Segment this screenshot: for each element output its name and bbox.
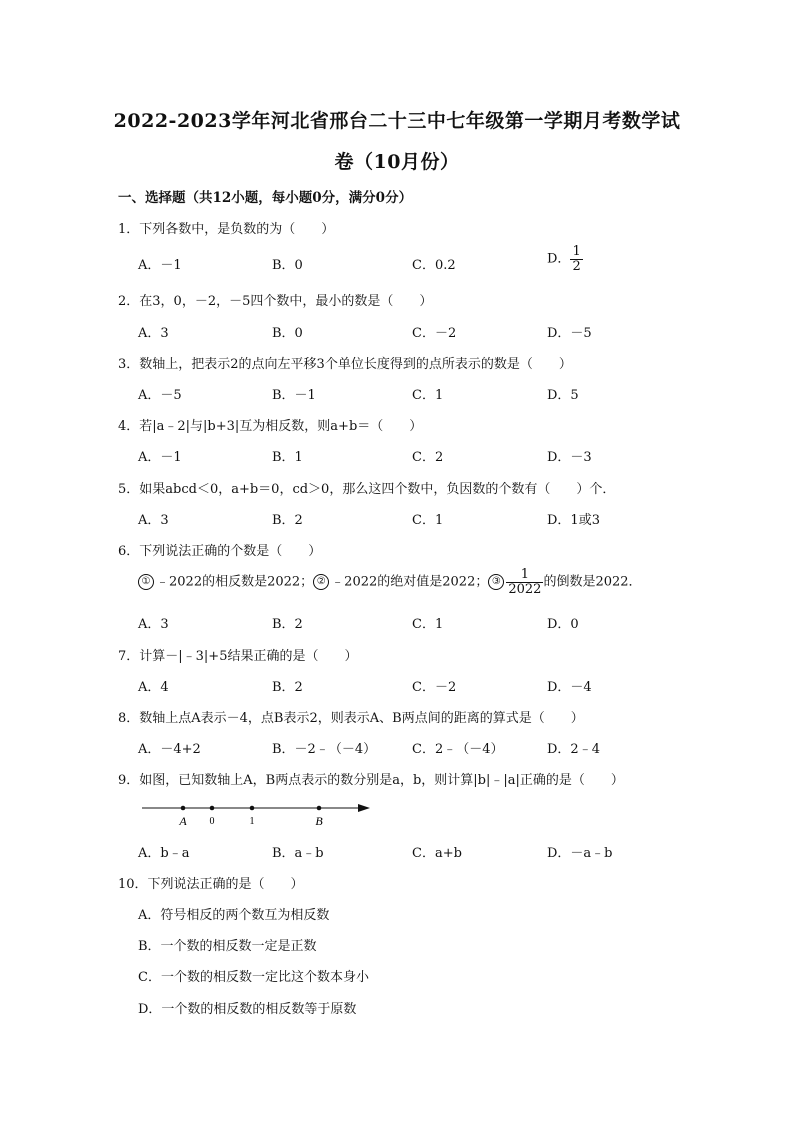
q5-option-d[interactable]: D．1或3: [547, 513, 600, 528]
number-line-figure: [138, 798, 378, 828]
q9-option-a[interactable]: A．b﹣a: [138, 846, 190, 861]
q10-option-b[interactable]: B．一个数的相反数一定是正数: [138, 939, 317, 954]
fraction-denominator: 2: [572, 258, 581, 274]
q9-option-d[interactable]: D．－a﹣b: [547, 846, 613, 861]
q2-option-d[interactable]: D．－5: [547, 326, 592, 341]
q2-option-b[interactable]: B．0: [272, 326, 303, 341]
question-8-stem: 8．数轴上点A表示－4，点B表示2，则表示A、B两点间的距离的算式是（ ）: [118, 711, 584, 726]
q7-option-b[interactable]: B．2: [272, 680, 303, 695]
point-a-dot: [181, 806, 186, 811]
question-6-stem: 6．下列说法正确的个数是（ ）: [118, 544, 322, 559]
q10-option-a[interactable]: A．符号相反的两个数互为相反数: [138, 908, 330, 923]
q1-option-d-prefix: D．: [547, 251, 571, 267]
q5-option-b[interactable]: B．2: [272, 513, 303, 528]
q6-option-a[interactable]: A．3: [138, 617, 169, 632]
circled-number-1: ①: [138, 574, 154, 590]
arrow-head-icon: [358, 804, 370, 812]
question-3-stem: 3．数轴上，把表示2的点向左平移3个单位长度得到的点所表示的数是（ ）: [118, 357, 572, 372]
q1-option-d[interactable]: [547, 245, 583, 273]
q4-option-d[interactable]: D．－3: [547, 450, 592, 465]
q7-option-c[interactable]: C．－2: [412, 680, 457, 695]
question-10-stem: 10．下列说法正确的是（ ）: [118, 877, 304, 892]
q5-option-c[interactable]: C．1: [412, 513, 444, 528]
label-one: 1: [249, 816, 255, 827]
label-a: A: [179, 814, 187, 828]
q10-option-d[interactable]: D．一个数的相反数的相反数等于原数: [138, 1002, 357, 1017]
q5-option-a[interactable]: A．3: [138, 513, 169, 528]
q7-option-d[interactable]: D．－4: [547, 680, 592, 695]
q1-option-c[interactable]: C．0.2: [412, 258, 456, 273]
q6-statement-2: ﹣2022的绝对值是2022；: [331, 574, 489, 590]
q2-option-c[interactable]: C．－2: [412, 326, 457, 341]
q8-option-b[interactable]: B．－2﹣（－4）: [272, 742, 377, 757]
q9-option-c[interactable]: C．a+b: [412, 846, 462, 861]
point-one-dot: [250, 806, 255, 811]
q4-option-b[interactable]: B．1: [272, 450, 303, 465]
q3-option-c[interactable]: C．1: [412, 388, 444, 403]
fraction-numerator: 1: [572, 244, 581, 259]
q6-statements: [138, 568, 642, 596]
q9-option-b[interactable]: B．a﹣b: [272, 846, 324, 861]
point-zero-dot: [210, 806, 215, 811]
q1-option-b[interactable]: B．0: [272, 258, 303, 273]
q1-option-a[interactable]: A．－1: [138, 258, 182, 273]
q3-option-a[interactable]: A．－5: [138, 388, 182, 403]
q1-option-d-fraction: [570, 245, 582, 273]
question-4-stem: 4．若|a﹣2|与|b+3|互为相反数，则a+b＝（ ）: [118, 419, 423, 434]
q2-option-a[interactable]: A．3: [138, 326, 169, 341]
circled-number-2: ②: [313, 574, 329, 590]
q3-option-b[interactable]: B．－1: [272, 388, 316, 403]
paper-title-line1: 2022-2023学年河北省邢台二十三中七年级第一学期月考数学试: [113, 110, 681, 132]
q6-statement-3: 的倒数是2022．: [543, 574, 642, 590]
point-b-dot: [317, 806, 322, 811]
q6-option-d[interactable]: D．0: [547, 617, 579, 632]
q10-option-c[interactable]: C．一个数的相反数一定比这个数本身小: [138, 970, 369, 985]
q3-option-d[interactable]: D．5: [547, 388, 579, 403]
question-1-stem: 1．下列各数中，是负数的为（ ）: [118, 222, 335, 237]
question-9-stem: 9．如图，已知数轴上A，B两点表示的数分别是a，b，则计算|b|﹣|a|正确的是（ ）: [118, 773, 624, 788]
q8-option-a[interactable]: A．－4+2: [138, 742, 201, 757]
q6-fraction: [506, 568, 543, 596]
q8-option-d[interactable]: D．2﹣4: [547, 742, 600, 757]
circled-number-3: ③: [488, 574, 504, 590]
q6-option-b[interactable]: B．2: [272, 617, 303, 632]
q6-statement-1: ﹣2022的相反数是2022；: [156, 574, 314, 590]
q6-option-c[interactable]: C．1: [412, 617, 444, 632]
q7-option-a[interactable]: A．4: [138, 680, 169, 695]
q4-option-a[interactable]: A．－1: [138, 450, 182, 465]
question-5-stem: 5．如果abcd＜0，a+b＝0，cd＞0，那么这四个数中，负因数的个数有（ ）个．: [118, 482, 616, 497]
question-2-stem: 2．在3，0，－2，－5四个数中，最小的数是（ ）: [118, 294, 433, 309]
label-zero: 0: [209, 816, 215, 827]
q4-option-c[interactable]: C．2: [412, 450, 444, 465]
fraction-denominator: 2022: [508, 581, 542, 597]
section-heading: 一、选择题（共12小题，每小题0分，满分0分）: [118, 190, 413, 206]
paper-title-line2: 卷（10月份）: [334, 151, 460, 173]
q8-option-c[interactable]: C．2﹣（－4）: [412, 742, 504, 757]
question-7-stem: 7．计算－|﹣3|+5结果正确的是（ ）: [118, 649, 358, 664]
fraction-numerator: 1: [520, 567, 530, 582]
label-b: B: [315, 814, 323, 828]
